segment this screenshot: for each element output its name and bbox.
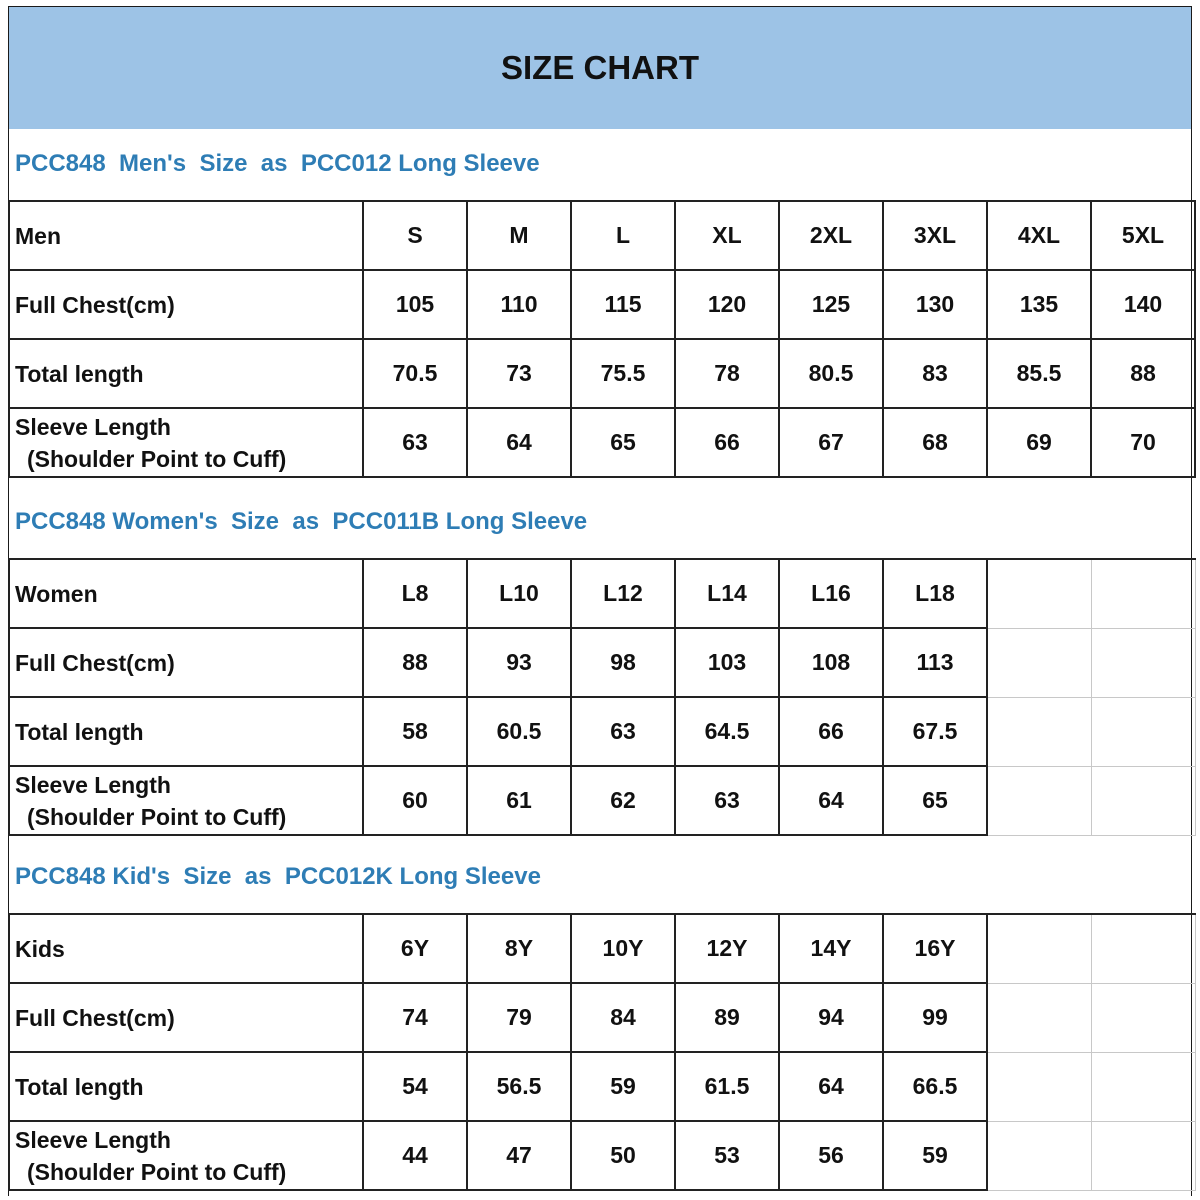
label-text: Kids (15, 935, 65, 962)
table-cell: 66.5 (883, 1052, 987, 1121)
label-text: Total length (15, 360, 144, 387)
table-cell: 64 (779, 1052, 883, 1121)
table-cell: 135 (987, 270, 1091, 339)
table-cell: 88 (363, 628, 467, 697)
table-cell: 61 (467, 766, 571, 835)
size-header-cell: L14 (675, 559, 779, 628)
table-cell: 108 (779, 628, 883, 697)
table-cell: 60.5 (467, 697, 571, 766)
size-header-cell: 14Y (779, 914, 883, 983)
table-row (9, 766, 1195, 835)
table-cell: 64 (779, 766, 883, 835)
table-cell: 74 (363, 983, 467, 1052)
table-cell: 59 (571, 1052, 675, 1121)
table-cell: 56.5 (467, 1052, 571, 1121)
table-cell: 63 (571, 697, 675, 766)
size-table-men (8, 200, 1196, 478)
size-header-cell: 10Y (571, 914, 675, 983)
size-header-cell: 12Y (675, 914, 779, 983)
table-cell: 65 (571, 408, 675, 477)
table-cell: 78 (675, 339, 779, 408)
table-row (9, 1052, 1195, 1121)
table-cell: 44 (363, 1121, 467, 1190)
label-subtext: (Shoulder Point to Cuff) (27, 1158, 287, 1185)
label-text: Total length (15, 1073, 144, 1100)
table-cell: 125 (779, 270, 883, 339)
table-cell: 66 (675, 408, 779, 477)
size-header-cell: L (571, 201, 675, 270)
table-cell: 50 (571, 1121, 675, 1190)
empty-cell (987, 1052, 1091, 1121)
measurement-label (9, 697, 363, 766)
table-cell: 94 (779, 983, 883, 1052)
table-row (9, 339, 1195, 408)
table-cell: 110 (467, 270, 571, 339)
table-cell: 89 (675, 983, 779, 1052)
empty-cell (987, 628, 1091, 697)
size-header-cell: 4XL (987, 201, 1091, 270)
section-heading-men: PCC848 Men's Size as PCC012 Long Sleeve (15, 150, 540, 177)
table-row (9, 270, 1195, 339)
table-cell: 67 (779, 408, 883, 477)
empty-cell (1091, 628, 1195, 697)
size-header-cell: L10 (467, 559, 571, 628)
table-cell: 70 (1091, 408, 1195, 477)
table-row (9, 983, 1195, 1052)
measurement-label (9, 339, 363, 408)
table-cell: 79 (467, 983, 571, 1052)
table-cell: 53 (675, 1121, 779, 1190)
table-cell: 58 (363, 697, 467, 766)
table-cell: 83 (883, 339, 987, 408)
size-header-cell: 3XL (883, 201, 987, 270)
size-header-cell: 2XL (779, 201, 883, 270)
size-header-cell: L8 (363, 559, 467, 628)
table-cell: 130 (883, 270, 987, 339)
empty-cell (1091, 983, 1195, 1052)
table-cell: 70.5 (363, 339, 467, 408)
size-header-row (9, 914, 1195, 983)
table-cell: 47 (467, 1121, 571, 1190)
empty-cell (1091, 766, 1195, 835)
table-cell: 98 (571, 628, 675, 697)
measurement-label (9, 628, 363, 697)
empty-cell (987, 697, 1091, 766)
label-text: Full Chest(cm) (15, 649, 175, 676)
empty-cell (987, 914, 1091, 983)
empty-cell (987, 559, 1091, 628)
table-cell: 65 (883, 766, 987, 835)
table-cell: 75.5 (571, 339, 675, 408)
table-cell: 63 (363, 408, 467, 477)
table-cell: 66 (779, 697, 883, 766)
label-text: Total length (15, 718, 144, 745)
size-header-cell: 16Y (883, 914, 987, 983)
table-cell: 54 (363, 1052, 467, 1121)
category-label (9, 201, 363, 270)
table-row (9, 408, 1195, 477)
table-row (9, 697, 1195, 766)
table-cell: 73 (467, 339, 571, 408)
empty-cell (1091, 1121, 1195, 1190)
table-row (9, 628, 1195, 697)
table-cell: 64.5 (675, 697, 779, 766)
empty-cell (987, 983, 1091, 1052)
table-cell: 88 (1091, 339, 1195, 408)
table-cell: 120 (675, 270, 779, 339)
empty-cell (1091, 697, 1195, 766)
table-cell: 60 (363, 766, 467, 835)
category-label (9, 559, 363, 628)
measurement-label (9, 408, 363, 477)
size-header-cell: L12 (571, 559, 675, 628)
measurement-label (9, 1121, 363, 1190)
empty-cell (1091, 559, 1195, 628)
empty-cell (987, 1121, 1091, 1190)
table-cell: 56 (779, 1121, 883, 1190)
table-cell: 103 (675, 628, 779, 697)
size-header-row (9, 559, 1195, 628)
table-cell: 63 (675, 766, 779, 835)
table-cell: 67.5 (883, 697, 987, 766)
table-cell: 115 (571, 270, 675, 339)
empty-cell (1091, 1052, 1195, 1121)
size-header-cell: M (467, 201, 571, 270)
size-header-cell: 6Y (363, 914, 467, 983)
section-heading-kids: PCC848 Kid's Size as PCC012K Long Sleeve (15, 863, 541, 890)
table-cell: 64 (467, 408, 571, 477)
size-table-women (8, 558, 1196, 836)
label-text: Sleeve Length (15, 771, 171, 798)
label-subtext: (Shoulder Point to Cuff) (27, 803, 287, 830)
table-row (9, 1121, 1195, 1190)
measurement-label (9, 1052, 363, 1121)
table-cell: 68 (883, 408, 987, 477)
table-cell: 62 (571, 766, 675, 835)
size-header-cell: L18 (883, 559, 987, 628)
size-table-kids (8, 913, 1196, 1191)
label-subtext: (Shoulder Point to Cuff) (27, 445, 287, 472)
table-cell: 61.5 (675, 1052, 779, 1121)
page-title: SIZE CHART (9, 7, 1191, 129)
measurement-label (9, 270, 363, 339)
table-cell: 99 (883, 983, 987, 1052)
table-cell: 105 (363, 270, 467, 339)
size-header-cell: S (363, 201, 467, 270)
label-text: Men (15, 222, 61, 249)
label-text: Sleeve Length (15, 1126, 171, 1153)
size-header-row (9, 201, 1195, 270)
label-text: Full Chest(cm) (15, 1004, 175, 1031)
label-text: Women (15, 580, 98, 607)
empty-cell (1091, 914, 1195, 983)
size-header-cell: XL (675, 201, 779, 270)
section-heading-women: PCC848 Women's Size as PCC011B Long Sleeve (15, 508, 588, 535)
measurement-label (9, 766, 363, 835)
table-cell: 69 (987, 408, 1091, 477)
size-header-cell: L16 (779, 559, 883, 628)
table-cell: 85.5 (987, 339, 1091, 408)
empty-cell (987, 766, 1091, 835)
table-cell: 113 (883, 628, 987, 697)
size-header-cell: 8Y (467, 914, 571, 983)
table-cell: 93 (467, 628, 571, 697)
size-header-cell: 5XL (1091, 201, 1195, 270)
table-cell: 140 (1091, 270, 1195, 339)
table-cell: 80.5 (779, 339, 883, 408)
label-text: Full Chest(cm) (15, 291, 175, 318)
table-cell: 59 (883, 1121, 987, 1190)
category-label (9, 914, 363, 983)
measurement-label (9, 983, 363, 1052)
table-cell: 84 (571, 983, 675, 1052)
label-text: Sleeve Length (15, 413, 171, 440)
